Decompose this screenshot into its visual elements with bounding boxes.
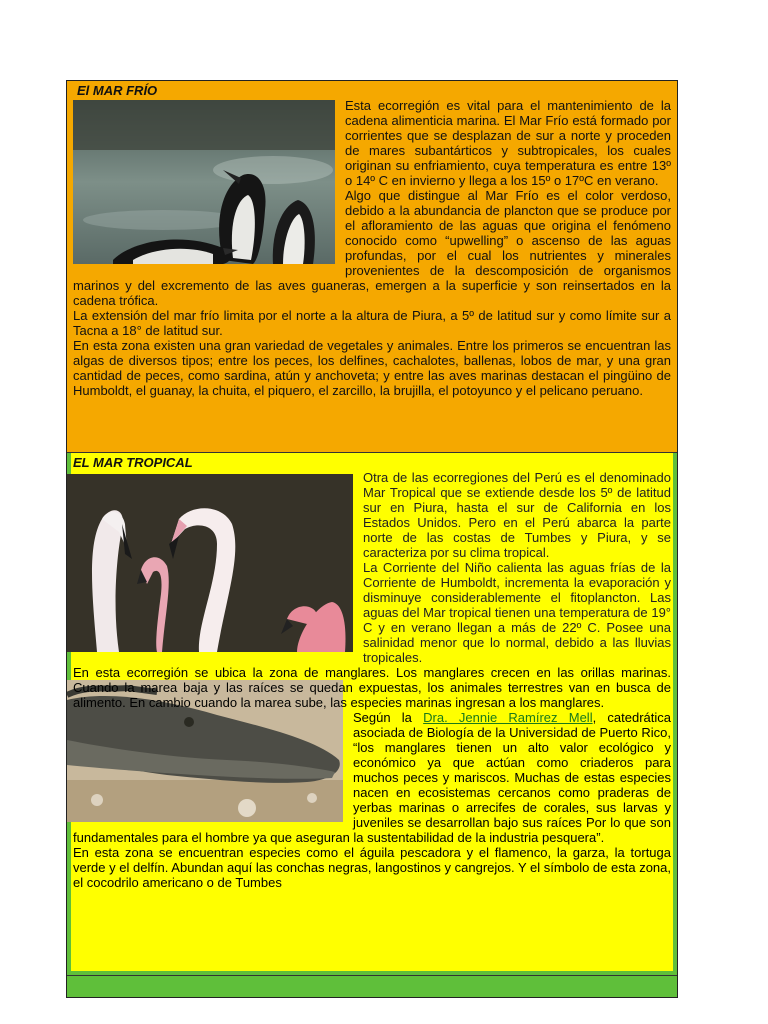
mar-frio-heading: El MAR FRÍO: [77, 83, 158, 98]
mar-tropical-content: [73, 455, 671, 890]
mar-frio-paragraph-2: Algo que distingue al Mar Frío es el color verdoso, debido a la abundancia de plancton que se produce por el afloramiento de las aguas que origina el fenómeno conocido como “upwelling” o ascenso de las aguas profundas, por el cual los nutrientes y minerales provenientes de la descomposición de organismos marinos y del excremento de las aves guaneras, emergen a la superficie y son reinsertados en la cadena trófica.: [73, 188, 671, 308]
section-mar-frio: [67, 81, 677, 453]
section-mar-tropical: [67, 453, 677, 975]
document-page: [66, 80, 678, 998]
mar-frio-content: [73, 83, 671, 398]
mar-tropical-paragraph-4-rest: , catedrática asociada de Biología de la Universidad de Puerto Rico, “los manglares tienen un alto valor ecológico y económico ya que actúan como criaderos para muchos peces y mariscos. Muchas de estas especies nacen en ecosistemas cercanos como praderas de yerbas marinas o arrecifes de corales, sus larvas y juveniles se desarrollan bajo sus raíces Por lo que son fundamentales para el hombre ya que aseguran la sustentabilidad de la industria pesquera”.: [73, 710, 672, 845]
penguins-photo: [73, 100, 335, 264]
mar-tropical-paragraph-5: En esta zona se encuentran especies como el águila pescadora y el flamenco, la garza, la tortuga verde y el delfín. Abundan aquí las conchas negras, langostinos y cangrejos. Y el símbolo de esta zona, el cocodrilo americano o de Tumbes: [73, 845, 671, 890]
mar-tropical-paragraph-4-start: Según la: [353, 710, 424, 725]
mar-frio-paragraph-1: Esta ecorregión es vital para el mantenimiento de la cadena alimenticia marina. El Mar Frío está formado por corrientes que se desplazan de sur a norte y proceden de mares subantárticos y subtropicales, los cuales originan su enfriamiento, cuya temperatura es entre 13º o 14º C en invierno y llega a los 15º o 17ºC en verano.: [345, 98, 671, 188]
mar-frio-paragraph-4: En esta zona existen una gran variedad de vegetales y animales. Entre los primeros se encuentran las algas de diversos tipos; entre los peces, los delfines, cachalotes, ballenas, lobos de mar, y una gran cantidad de peces, como sardina, atún y anchoveta; y entre las aves marinas destacan el pingüino de Humboldt, el guanay, la chuita, el piquero, el zarcillo, la brujilla, el potoyunco y el pelicano peruano.: [73, 338, 671, 398]
mar-tropical-paragraph-1: Otra de las ecorregiones del Perú es el denominado Mar Tropical que se extiende desde los 5º de latitud sur en Piura, hasta el sur de California en los Estados Unidos. Pero en el Perú abarca la parte norte de las costas de Tumbes y Piura, y se caracteriza por su clima tropical.: [363, 470, 671, 560]
mar-tropical-paragraph-3-text: En esta ecorregión se ubica la zona de manglares. Los manglares crecen en las orillas marinas. Cuando la marea baja y las raíces se quedan expuestas, los animales terrestres van en busca de alimento. En cambio cuando la marea sube, las especies marinas ingresan a los manglares.: [73, 665, 671, 710]
mar-tropical-heading: EL MAR TROPICAL: [73, 455, 193, 470]
mar-frio-paragraph-3: La extensión del mar frío limita por el norte a la altura de Piura, a 5º de latitud sur y como límite sur a Tacna a 18° de latitud sur.: [73, 308, 671, 338]
mar-tropical-inner: [71, 453, 673, 971]
jennie-ramirez-mell-link[interactable]: Dra. Jennie Ramírez Mell: [423, 710, 593, 725]
mar-tropical-paragraph-2: La Corriente del Niño calienta las aguas frías de la Corriente de Humboldt, incrementa la evaporación y disminuye considerablemente el fitoplancton. Las aguas del Mar tropical tienen una temperatura de 19° C y en verano llegan a más de 22º C. Posee una salinidad menor que lo normal, debido a las lluvias tropicales.: [363, 560, 671, 665]
bottom-strip: [67, 975, 677, 997]
mar-tropical-paragraph-3: [73, 665, 671, 710]
flamingos-photo: [67, 474, 353, 652]
